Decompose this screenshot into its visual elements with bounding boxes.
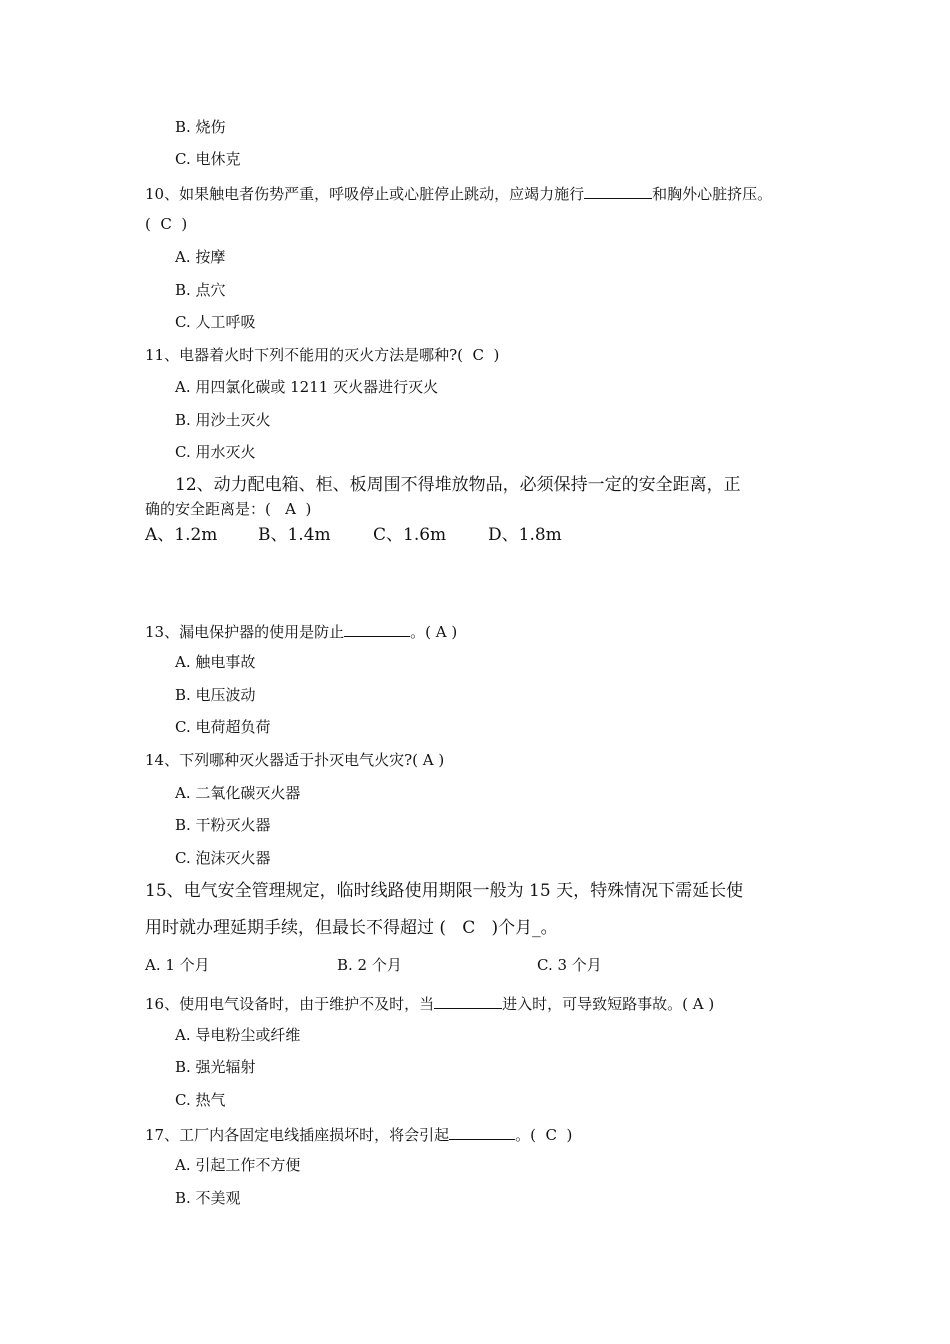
option-17b: B. 不美观 (175, 1189, 241, 1207)
question-12-line2: 确的安全距离是：( A ) (145, 500, 312, 518)
option-11c: C. 用水灭火 (175, 443, 256, 461)
option-11b: B. 用沙土灭火 (175, 411, 271, 429)
option-12d: D、1.8m (488, 525, 562, 545)
option-10b: B. 点穴 (175, 281, 226, 299)
question-10-stem-post: 和胸外心脏挤压。 (652, 185, 773, 203)
option-9b: B. 烧伤 (175, 118, 226, 136)
answer-blank (434, 992, 502, 1009)
option-13b: B. 电压波动 (175, 686, 256, 704)
option-12a: A、1.2m (145, 525, 218, 545)
question-15-line2: 用时就办理延期手续，但最长不得超过 ( C )个月_。 (145, 918, 558, 938)
option-16c: C. 热气 (175, 1091, 226, 1109)
question-16-stem-post: 进入时，可导致短路事故。( A ) (502, 995, 715, 1013)
question-10-stem (145, 182, 772, 204)
question-17-stem (145, 1123, 572, 1145)
question-13-stem (145, 620, 457, 642)
question-17-stem-pre: 17、工厂内各固定电线插座损坏时，将会引起 (145, 1126, 450, 1144)
option-10a: A. 按摩 (175, 248, 226, 266)
option-15c: C. 3 个月 (537, 956, 602, 974)
option-12c: C、1.6m (373, 525, 447, 545)
option-14c: C. 泡沫灭火器 (175, 849, 271, 867)
option-15b: B. 2 个月 (337, 956, 402, 974)
question-12-line1: 12、动力配电箱、柜、板周围不得堆放物品，必须保持一定的安全距离，正 (175, 475, 741, 495)
question-14-stem: 14、下列哪种灭火器适于扑灭电气火灾?( A ) (145, 751, 445, 769)
option-14a: A. 二氧化碳灭火器 (175, 784, 301, 802)
option-12b: B、1.4m (258, 525, 331, 545)
question-16-stem-pre: 16、使用电气设备时，由于维护不及时，当 (145, 995, 435, 1013)
option-13c: C. 电荷超负荷 (175, 718, 271, 736)
question-10-stem-pre: 10、如果触电者伤势严重，呼吸停止或心脏停止跳动，应竭力施行 (145, 185, 585, 203)
answer-blank (344, 620, 410, 637)
option-13a: A. 触电事故 (175, 653, 256, 671)
option-17a: A. 引起工作不方便 (175, 1156, 301, 1174)
question-16-stem (145, 992, 714, 1014)
question-10-answer: ( C ) (145, 215, 188, 233)
question-13-stem-post: 。( A ) (410, 623, 458, 641)
option-16a: A. 导电粉尘或纤维 (175, 1026, 301, 1044)
option-16b: B. 强光辐射 (175, 1058, 256, 1076)
option-14b: B. 干粉灭火器 (175, 816, 271, 834)
question-15-line1: 15、电气安全管理规定，临时线路使用期限一般为 15 天，特殊情况下需延长使 (145, 881, 744, 901)
option-10c: C. 人工呼吸 (175, 313, 256, 331)
question-17-stem-post: 。( C ) (515, 1126, 573, 1144)
question-13-stem-pre: 13、漏电保护器的使用是防止 (145, 623, 345, 641)
question-11-stem: 11、电器着火时下列不能用的灭火方法是哪种?( C ) (145, 346, 500, 364)
answer-blank (584, 182, 652, 199)
option-15a: A. 1 个月 (145, 956, 210, 974)
option-11a: A. 用四氯化碳或 1211 灭火器进行灭火 (175, 378, 439, 396)
option-9c: C. 电休克 (175, 150, 241, 168)
answer-blank (449, 1123, 515, 1140)
